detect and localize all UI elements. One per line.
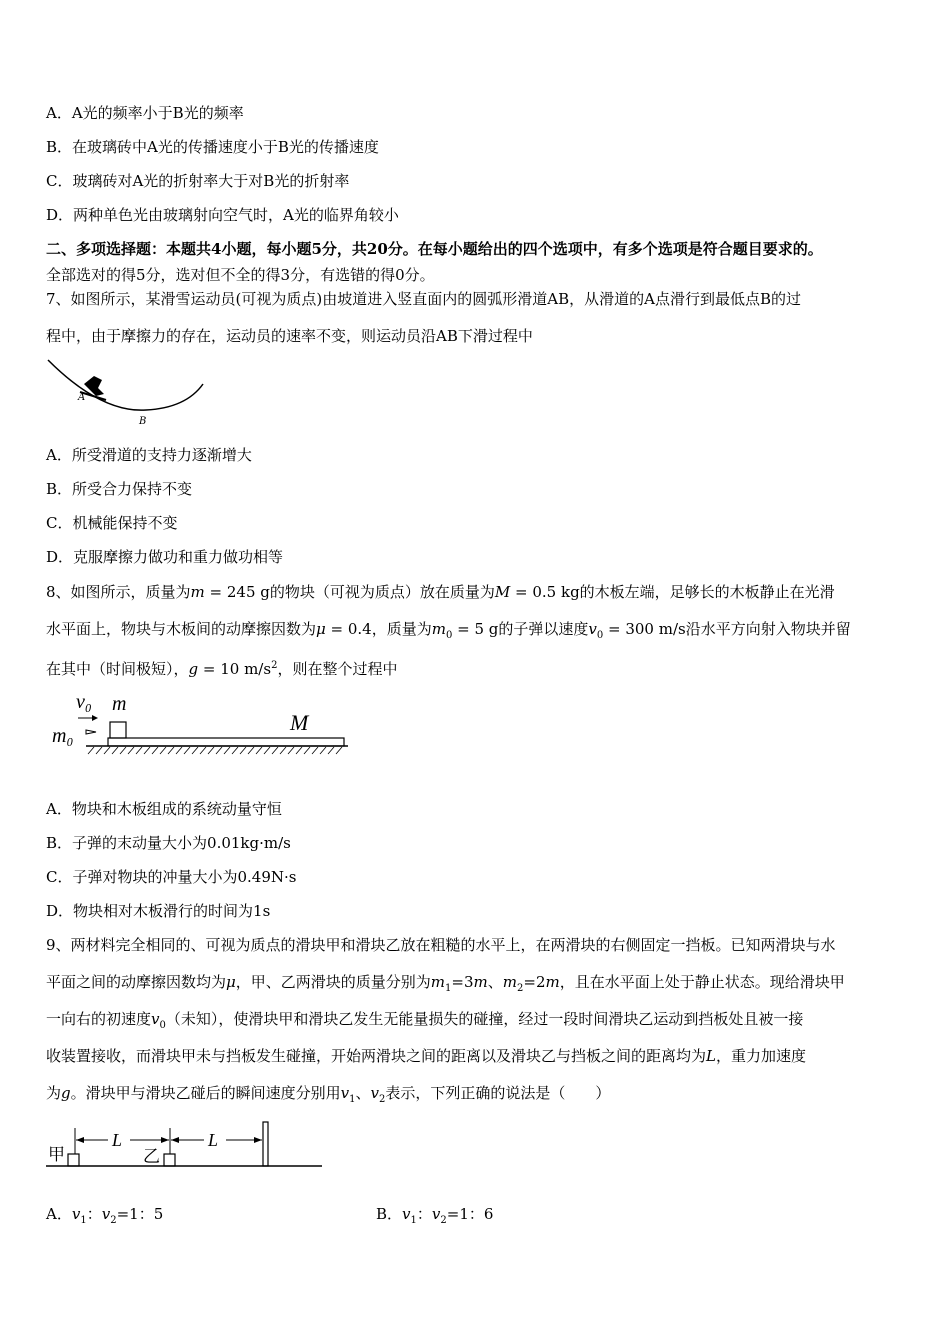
q6-option-a: A．A光的频率小于B光的频率	[46, 104, 244, 122]
ground-hatching	[88, 747, 342, 754]
arrow-right-2-icon	[254, 1137, 262, 1143]
arrow-left-icon	[76, 1137, 84, 1143]
q8-stem-line1: 8、如图所示，质量为m = 245 g的物块（可视为质点）放在质量为M = 0.5 kg的木板左端，足够长的木板静止在光滑	[46, 583, 835, 601]
q7-option-a: A．所受滑道的支持力逐渐增大	[46, 446, 252, 464]
slider-yi	[164, 1154, 175, 1166]
block-m	[110, 722, 126, 738]
m0-label: m₀	[52, 725, 74, 747]
q8-option-a: A．物块和木板组成的系统动量守恒	[46, 800, 282, 818]
yi-label: 乙	[143, 1147, 160, 1167]
distance-L2-label: L	[208, 1130, 219, 1150]
q9-option-b: B．$v_1$：$v_2=1$：6	[376, 1205, 494, 1226]
q8-stem-line2: 水平面上，物块与木板间的动摩擦因数为μ = 0.4，质量为$m_0 = 5$ g的子弹以速度$v_0 = 300$ m/s沿水平方向射入物块并留	[46, 620, 851, 641]
q7-option-c: C．机械能保持不变	[46, 514, 178, 532]
distance-L1-label: L	[112, 1130, 123, 1150]
q9-stem-line2: 平面之间的动摩擦因数均为μ，甲、乙两滑块的质量分别为$m_1=3m$、$m_2=2m$，且在水平面上处于静止状态。现给滑块甲	[46, 973, 845, 994]
section2-subheading: 全部选对的得5分，选对但不全的得3分，有选错的得0分。	[46, 266, 435, 284]
slope-arc	[48, 360, 203, 410]
q9-sliders-figure	[46, 1120, 326, 1170]
velocity-arrow-head-icon	[92, 715, 98, 721]
q8-option-d: D．物块相对木板滑行的时间为1s	[46, 902, 271, 920]
q9-stem-line4: 收装置接收，而滑块甲未与挡板发生碰撞，开始两滑块之间的距离以及滑块乙与挡板之间的距离均为L，重力加速度	[46, 1047, 806, 1065]
q8-board-figure	[50, 688, 350, 766]
jia-label: 甲	[48, 1145, 65, 1165]
bullet-icon	[86, 730, 96, 734]
q8-option-b: B．子弹的末动量大小为0.01kg·m/s	[46, 834, 291, 852]
q9-option-a: A．$v_1$：$v_2=1$：5	[46, 1205, 164, 1226]
board-M	[108, 738, 344, 746]
q8-stem-line3: 在其中（时间极短），g = 10 $m/s^2$，则在整个过程中	[46, 660, 398, 678]
point-b-label: B	[139, 416, 147, 426]
q7-option-d: D．克服摩擦力做功和重力做功相等	[46, 548, 284, 566]
slider-jia	[68, 1154, 79, 1166]
q7-stem-line1: 7、如图所示，某滑雪运动员(可视为质点)由坡道进入竖直面内的圆弧形滑道AB，从滑道的A点滑行到最低点B的过	[46, 290, 801, 308]
q8-option-c: C．子弹对物块的冲量大小为0.49N·s	[46, 868, 297, 886]
q9-stem-line3: 一向右的初速度$v_0$（未知），使滑块甲和滑块乙发生无能量损失的碰撞，经过一段时间滑块乙运动到挡板处且被一接	[46, 1010, 804, 1031]
q9-stem-line5: 为g。滑块甲与滑块乙碰后的瞬间速度分别用$v_1$、$v_2$表示，下列正确的说法是（ ）	[46, 1084, 611, 1105]
arrow-right-icon	[161, 1137, 169, 1143]
q7-stem-line2: 程中，由于摩擦力的存在，运动员的速率不变，则运动员沿AB下滑过程中	[46, 327, 533, 345]
arrow-left-2-icon	[171, 1137, 179, 1143]
q6-option-b: B．在玻璃砖中A光的传播速度小于B光的传播速度	[46, 138, 379, 156]
v0-label: v₀	[76, 691, 92, 713]
q9-stem-line1: 9、两材料完全相同的、可视为质点的滑块甲和滑块乙放在粗糙的水平上，在两滑块的右侧固定一挡板。已知两滑块与水	[46, 936, 836, 954]
baffle-plate	[263, 1122, 268, 1166]
q7-option-b: B．所受合力保持不变	[46, 480, 193, 498]
m-label: m	[112, 693, 127, 715]
section2-heading: 二、多项选择题：本题共4小题，每小题5分，共20分。在每小题给出的四个选项中，有多个选项是符合题目要求的。	[46, 240, 823, 258]
q6-option-c: C．玻璃砖对A光的折射率大于对B光的折射率	[46, 172, 350, 190]
M-label: M	[290, 710, 309, 735]
point-a-label: A	[78, 392, 86, 403]
q7-slope-figure	[46, 358, 208, 426]
q6-option-d: D．两种单色光由玻璃射向空气时，A光的临界角较小	[46, 206, 399, 224]
